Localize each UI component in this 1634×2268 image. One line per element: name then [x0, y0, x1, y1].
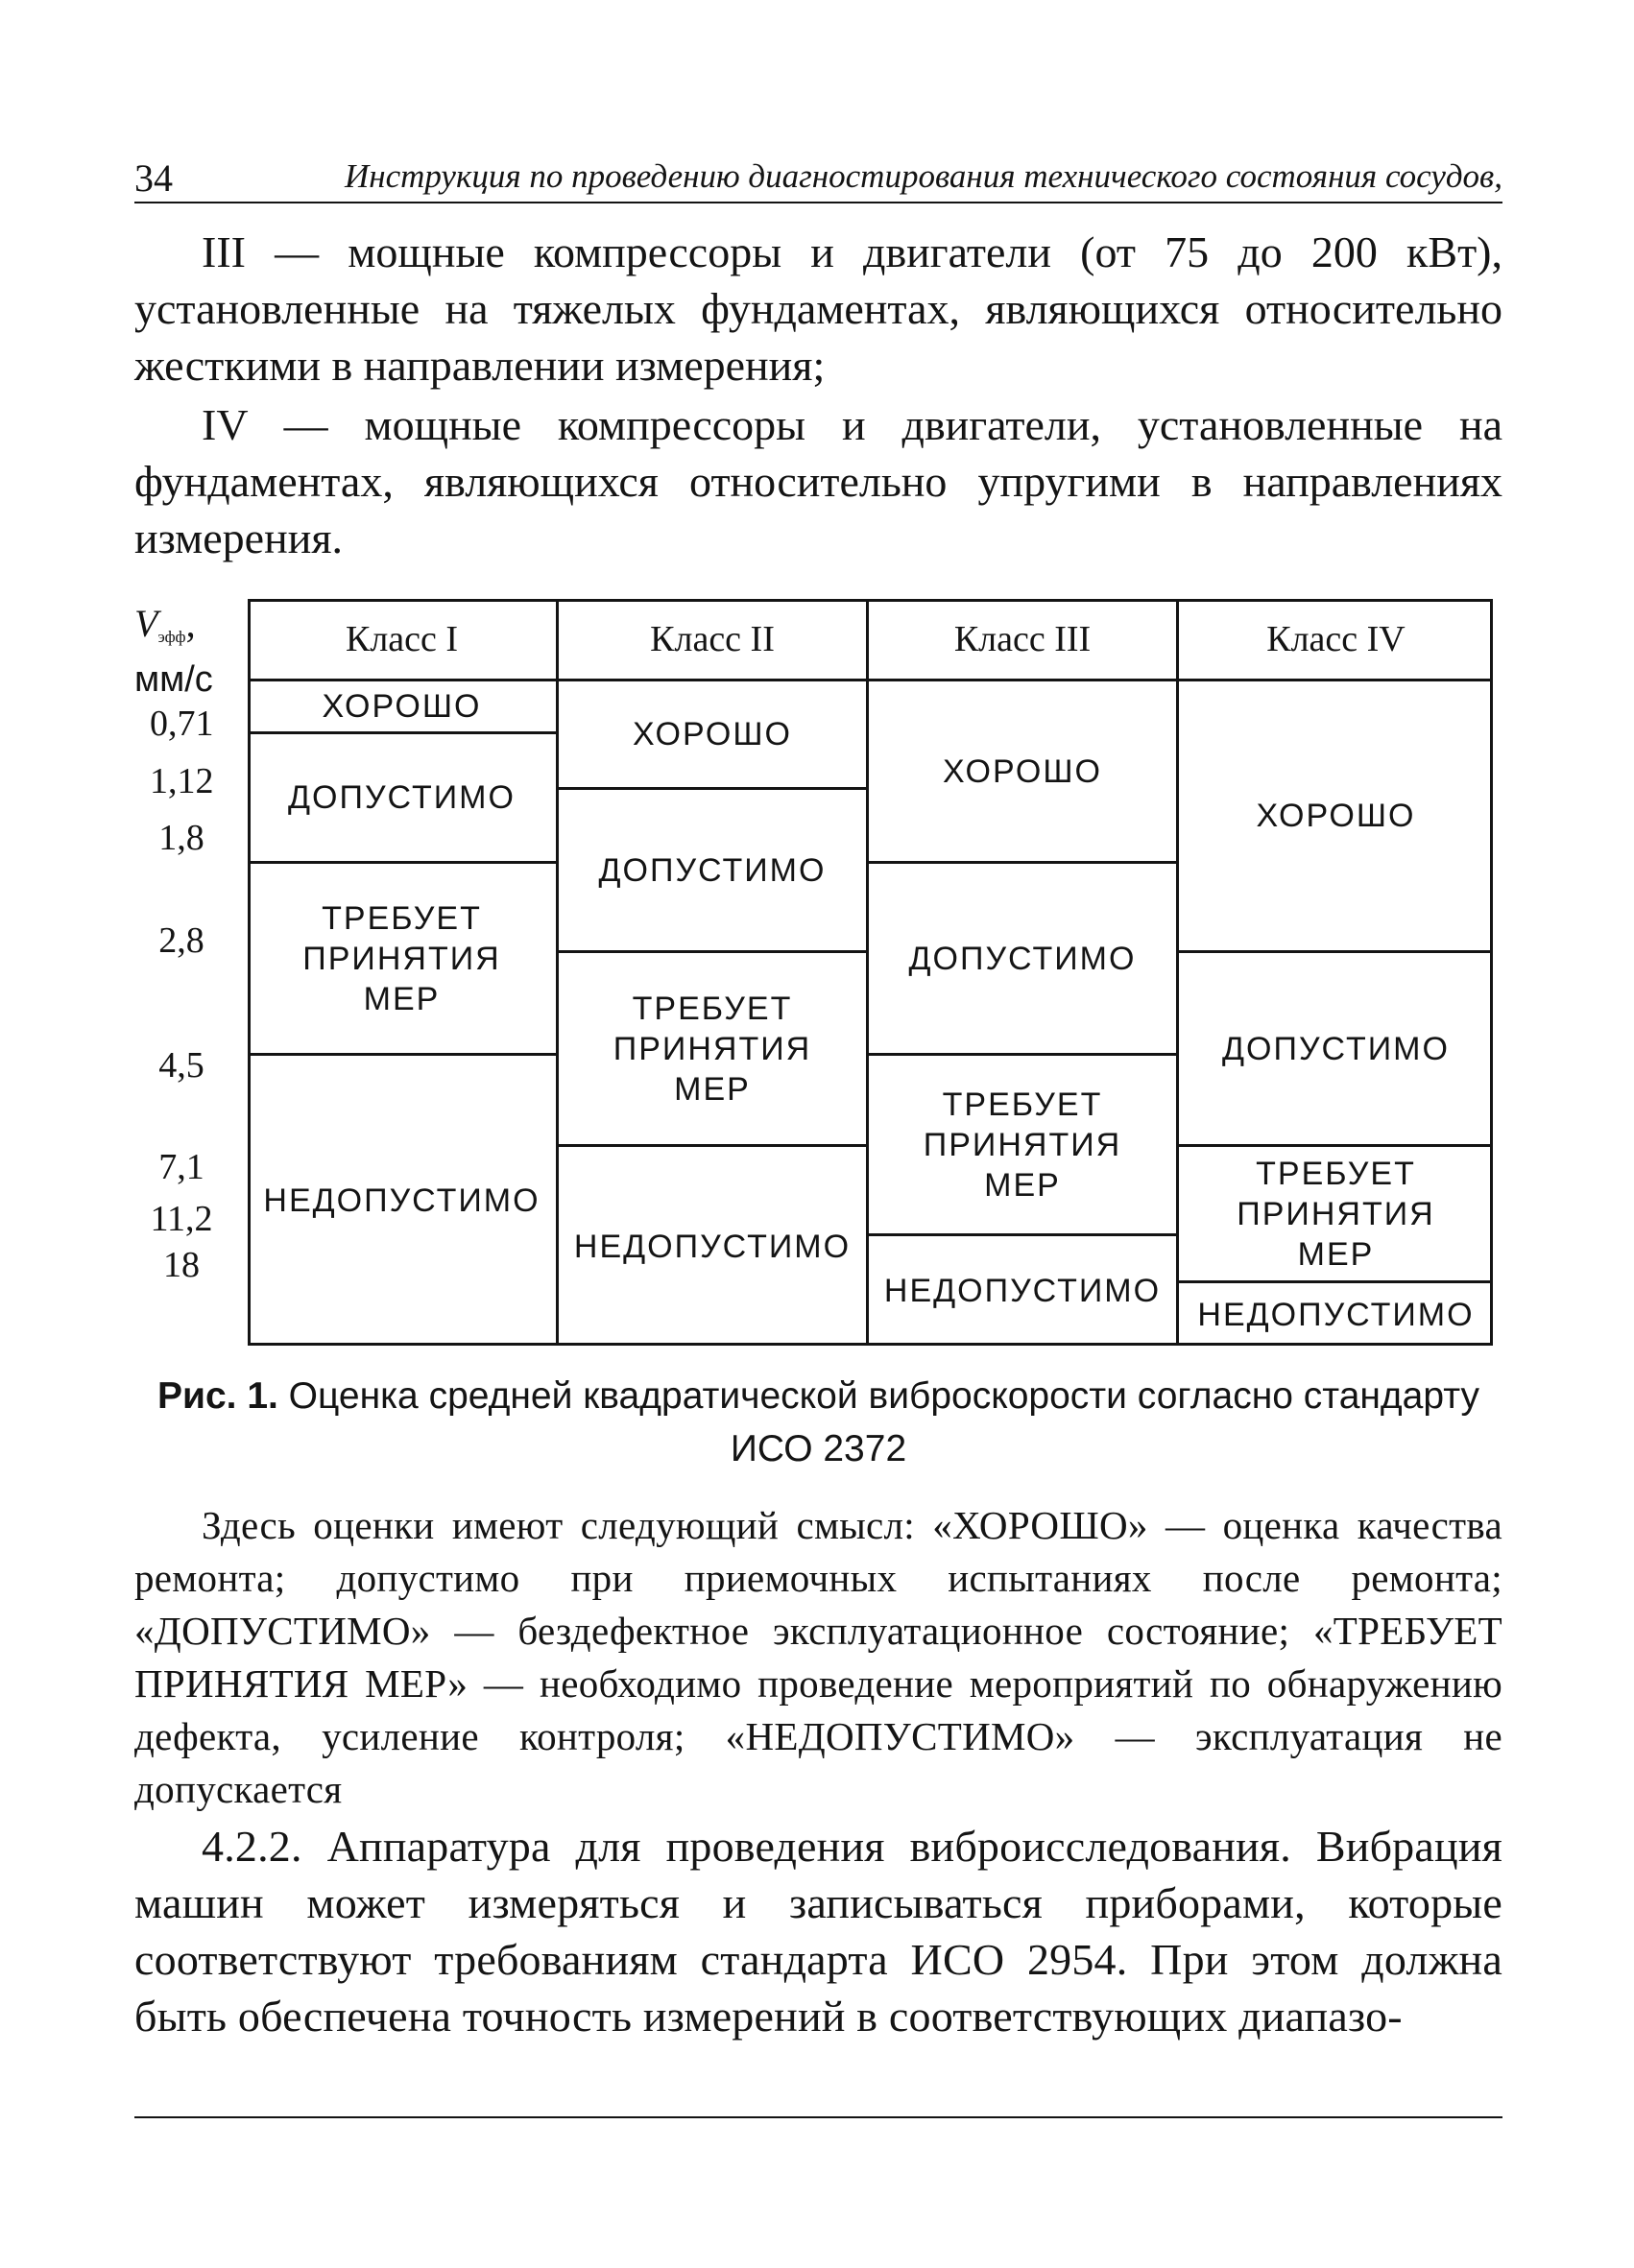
rating-zone: ТРЕБУЕТ ПРИНЯТИЯ МЕР	[559, 953, 869, 1147]
y-axis-separator: ,	[185, 602, 196, 645]
figure-caption	[134, 1370, 1502, 1475]
y-tick-label: 0,71	[150, 704, 214, 744]
y-tick-label: 4,5	[158, 1045, 204, 1086]
caption-text: Оценка средней квадратической виброскорости согласно стандарту ИСО 2372	[277, 1375, 1480, 1469]
paragraph-4-2-2: 4.2.2. Аппаратура для проведения виброисследования. Вибрация машин может измеряться и записываться приборами, которые соответствуют требованиям стандарта ИСО 2954. При этом должна быть обеспечена точность измерений в соответствующих диапазо-	[134, 1822, 1502, 2041]
class-column-header: Класс I	[248, 599, 559, 681]
caption-label: Рис. 1.	[156, 1375, 278, 1417]
rating-zone: ДОПУСТИМО	[869, 864, 1179, 1056]
y-tick-label: 1,8	[158, 818, 204, 858]
y-tick-label: 1,12	[150, 761, 214, 801]
paragraph-class-iv: IV — мощные компрессоры и двигатели, установленные на фундаментах, являющихся относительно упругими в направлениях измерения.	[134, 400, 1502, 562]
rating-zone: НЕДОПУСТИМО	[1197, 1296, 1475, 1333]
rating-zone: ТРЕБУЕТ ПРИНЯТИЯ МЕР	[1179, 1147, 1493, 1283]
rating-zone: НЕДОПУСТИМО	[869, 1236, 1179, 1346]
class-column-header: Класс III	[869, 599, 1179, 681]
rating-zone: ХОРОШО	[248, 681, 559, 734]
rating-zone: ТРЕБУЕТ ПРИНЯТИЯ МЕР	[869, 1056, 1179, 1236]
rating-zone: ТРЕБУЕТ ПРИНЯТИЯ МЕР	[248, 864, 559, 1056]
class-column-header: Класс II	[559, 599, 869, 681]
rating-zone: ДОПУСТИМО	[1179, 953, 1493, 1147]
rating-zone: ДОПУСТИМО	[559, 790, 869, 953]
class-column-header: Класс IV	[1179, 599, 1493, 681]
bottom-rule	[134, 2116, 1502, 2118]
rating-zone: ХОРОШО	[1179, 681, 1493, 953]
y-axis-symbol: V	[134, 602, 158, 645]
rating-zone: НЕДОПУСТИМО	[559, 1147, 869, 1346]
running-head: Инструкция по проведению диагностирования технического состояния сосудов,	[344, 157, 1502, 195]
y-axis-subscript: эфф	[157, 628, 186, 646]
y-axis-title	[134, 603, 213, 701]
y-tick-label: 2,8	[158, 920, 204, 961]
y-tick-label: 18	[163, 1245, 200, 1285]
rating-zone: ХОРОШО	[559, 681, 869, 790]
rating-zone: ХОРОШО	[869, 681, 1179, 864]
rating-zone: ДОПУСТИМО	[248, 734, 559, 864]
y-tick-label: 11,2	[150, 1199, 213, 1239]
page-header	[134, 152, 1502, 203]
y-tick-label: 7,1	[158, 1147, 204, 1187]
page-number: 34	[134, 156, 173, 200]
paragraph-ratings-explanation: Здесь оценки имеют следующий смысл: «ХОРОШО» — оценка качества ремонта; допустимо при приемочных испытаниях после ремонта; «ДОПУСТИМО» — бездефектное эксплуатационное состояние; «ТРЕБУЕТ ПРИНЯТИЯ МЕР» — необходимо проведение мероприятий по обнаружению дефекта, усиление контроля; «НЕДОПУСТИМО» — эксплуатация не допускается	[134, 1503, 1502, 1811]
paragraph-class-iii: III — мощные компрессоры и двигатели (от 75 до 200 кВт), установленные на тяжелых фундаментах, являющихся относительно жесткими в направлении измерения;	[134, 227, 1502, 390]
rating-zone: НЕДОПУСТИМО	[248, 1056, 559, 1346]
y-axis-unit: мм/с	[134, 659, 213, 700]
